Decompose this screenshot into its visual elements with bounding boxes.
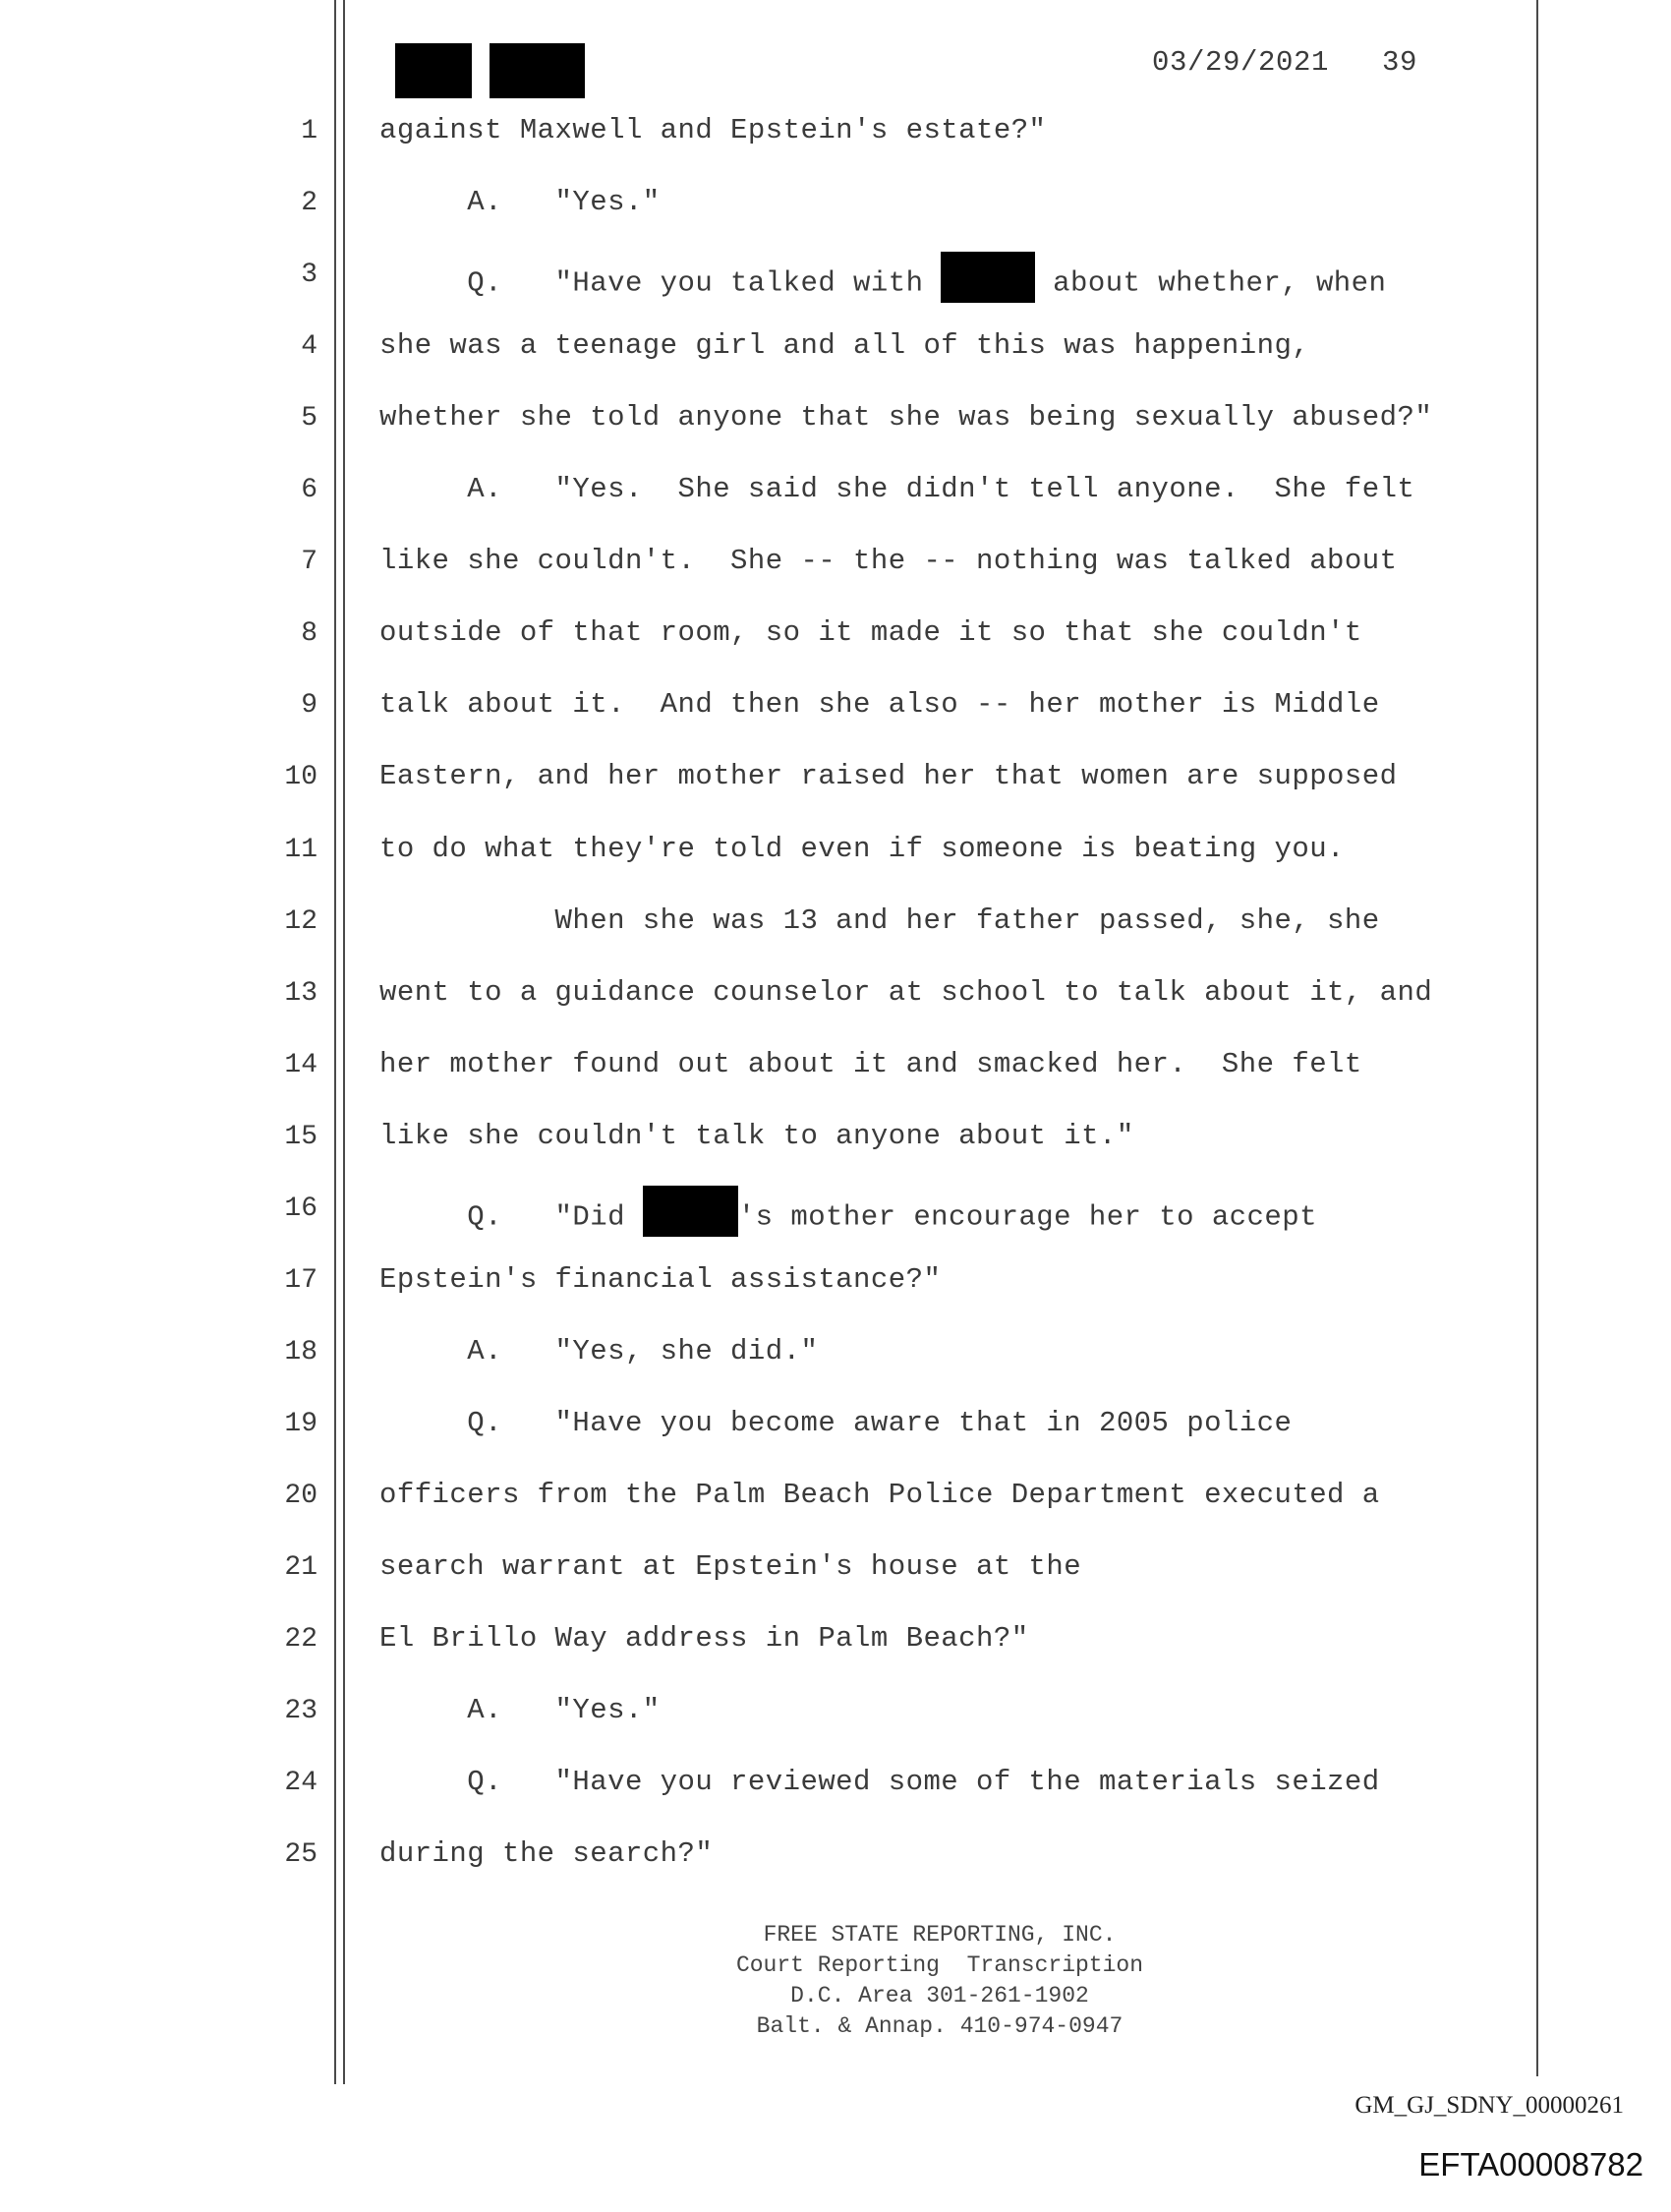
line-number: 7 xyxy=(301,547,317,577)
line-text-start: outside of that room, so it made it so that she couldn't xyxy=(379,616,1362,649)
transcript-line xyxy=(379,1407,1292,1439)
transcript-line xyxy=(379,616,1362,649)
header-date: 03/29/2021 xyxy=(1152,46,1330,79)
header-date-page xyxy=(1152,46,1417,79)
line-number: 12 xyxy=(284,906,317,937)
line-number: 25 xyxy=(284,1839,317,1870)
line-text-start: Eastern, and her mother raised her that women are supposed xyxy=(379,760,1398,792)
line-text-start: like she couldn't talk to anyone about it." xyxy=(379,1120,1134,1152)
line-number: 23 xyxy=(284,1696,317,1726)
transcript-line xyxy=(379,1192,1317,1243)
line-text-start: Epstein's financial assistance?" xyxy=(379,1263,942,1296)
right-margin-rule xyxy=(1536,0,1538,2076)
reporter-footer xyxy=(0,1920,1671,2042)
line-number: 20 xyxy=(284,1481,317,1511)
transcript-line xyxy=(379,258,1386,309)
line-text-start: talk about it. And then she also -- her mother is Middle xyxy=(379,688,1380,721)
line-text-start: A. "Yes, she did." xyxy=(379,1335,819,1368)
line-text-start: went to a guidance counselor at school to talk about it, and xyxy=(379,976,1433,1009)
transcript-line xyxy=(379,186,661,218)
line-number: 16 xyxy=(284,1193,317,1224)
line-number: 19 xyxy=(284,1409,317,1439)
line-number: 6 xyxy=(301,475,317,505)
page-number: 39 xyxy=(1382,46,1418,79)
name-redaction xyxy=(643,1186,738,1237)
left-margin-rule-inner xyxy=(343,0,345,2084)
transcript-line xyxy=(379,688,1380,721)
header-redaction-2 xyxy=(490,43,585,98)
line-text-start: during the search?" xyxy=(379,1837,714,1870)
line-number: 22 xyxy=(284,1624,317,1655)
name-redaction xyxy=(941,252,1035,303)
transcript-line xyxy=(379,1263,941,1296)
transcript-line xyxy=(379,1048,1362,1080)
line-text-start: When she was 13 and her father passed, she, she xyxy=(379,904,1380,937)
line-number: 13 xyxy=(284,978,317,1009)
line-number: 21 xyxy=(284,1552,317,1583)
line-number: 24 xyxy=(284,1768,317,1798)
transcript-line xyxy=(379,545,1397,577)
transcript-line xyxy=(379,1335,818,1368)
line-text-start: to do what they're told even if someone is beating you. xyxy=(379,833,1345,865)
line-text-start: she was a teenage girl and all of this was happening, xyxy=(379,329,1310,362)
line-text-start: Q. "Have you become aware that in 2005 police xyxy=(379,1407,1293,1439)
line-number: 17 xyxy=(284,1265,317,1296)
line-number: 11 xyxy=(284,835,317,865)
line-number: 9 xyxy=(301,690,317,721)
transcript-line xyxy=(379,976,1432,1009)
line-number: 4 xyxy=(301,331,317,362)
line-text-start: whether she told anyone that she was being sexually abused?" xyxy=(379,401,1433,434)
line-text-start: like she couldn't. She -- the -- nothing was talked about xyxy=(379,545,1398,577)
line-text-start: Q. "Have you talked with xyxy=(379,266,942,300)
line-text-start: against Maxwell and Epstein's estate?" xyxy=(379,114,1047,146)
footer-dc-phone: D.C. Area 301-261-1902 xyxy=(790,1983,1089,2008)
line-text-start: El Brillo Way address in Palm Beach?" xyxy=(379,1622,1029,1655)
line-text-start: A. "Yes." xyxy=(379,186,661,218)
line-number: 10 xyxy=(284,762,317,792)
line-text-end: 's mother encourage her to accept xyxy=(737,1200,1317,1234)
line-text-start: her mother found out about it and smacked her. She felt xyxy=(379,1048,1362,1080)
transcript-line xyxy=(379,1622,1029,1655)
line-text-end: about whether, when xyxy=(1035,266,1387,300)
efta-number: EFTA00008782 xyxy=(1418,2146,1643,2183)
transcript-line xyxy=(379,1120,1134,1152)
line-number: 18 xyxy=(284,1337,317,1368)
transcript-line xyxy=(379,1694,661,1726)
transcript-line xyxy=(379,1766,1380,1798)
transcript-line xyxy=(379,833,1345,865)
line-number: 2 xyxy=(301,188,317,218)
transcript-line xyxy=(379,401,1432,434)
transcript-line xyxy=(379,1837,713,1870)
line-text-start: A. "Yes. She said she didn't tell anyone. She felt xyxy=(379,473,1415,505)
line-number: 5 xyxy=(301,403,317,434)
line-number: 8 xyxy=(301,618,317,649)
line-text-start: search warrant at Epstein's house at the xyxy=(379,1550,1082,1583)
transcript-line xyxy=(379,114,1046,146)
line-text-start: Q. "Have you reviewed some of the materials seized xyxy=(379,1766,1380,1798)
line-text-start: Q. "Did xyxy=(379,1200,643,1234)
left-margin-rule-outer xyxy=(334,0,336,2084)
line-text-start: A. "Yes." xyxy=(379,1694,661,1726)
transcript-line xyxy=(379,329,1309,362)
line-text-start: officers from the Palm Beach Police Department executed a xyxy=(379,1479,1380,1511)
line-number: 3 xyxy=(301,260,317,290)
transcript-line xyxy=(379,904,1380,937)
line-number: 15 xyxy=(284,1122,317,1152)
line-number: 14 xyxy=(284,1050,317,1080)
transcript-line xyxy=(379,1550,1081,1583)
footer-services: Court Reporting Transcription xyxy=(735,1952,1144,1978)
transcript-line xyxy=(379,1479,1380,1511)
header-redaction-1 xyxy=(395,43,472,98)
footer-balt-phone: Balt. & Annap. 410-974-0947 xyxy=(756,2013,1124,2039)
line-number: 1 xyxy=(301,116,317,146)
transcript-line xyxy=(379,760,1397,792)
transcript-line xyxy=(379,473,1414,505)
bates-number: GM_GJ_SDNY_00000261 xyxy=(1354,2092,1624,2119)
footer-company: FREE STATE REPORTING, INC. xyxy=(763,1922,1117,1948)
